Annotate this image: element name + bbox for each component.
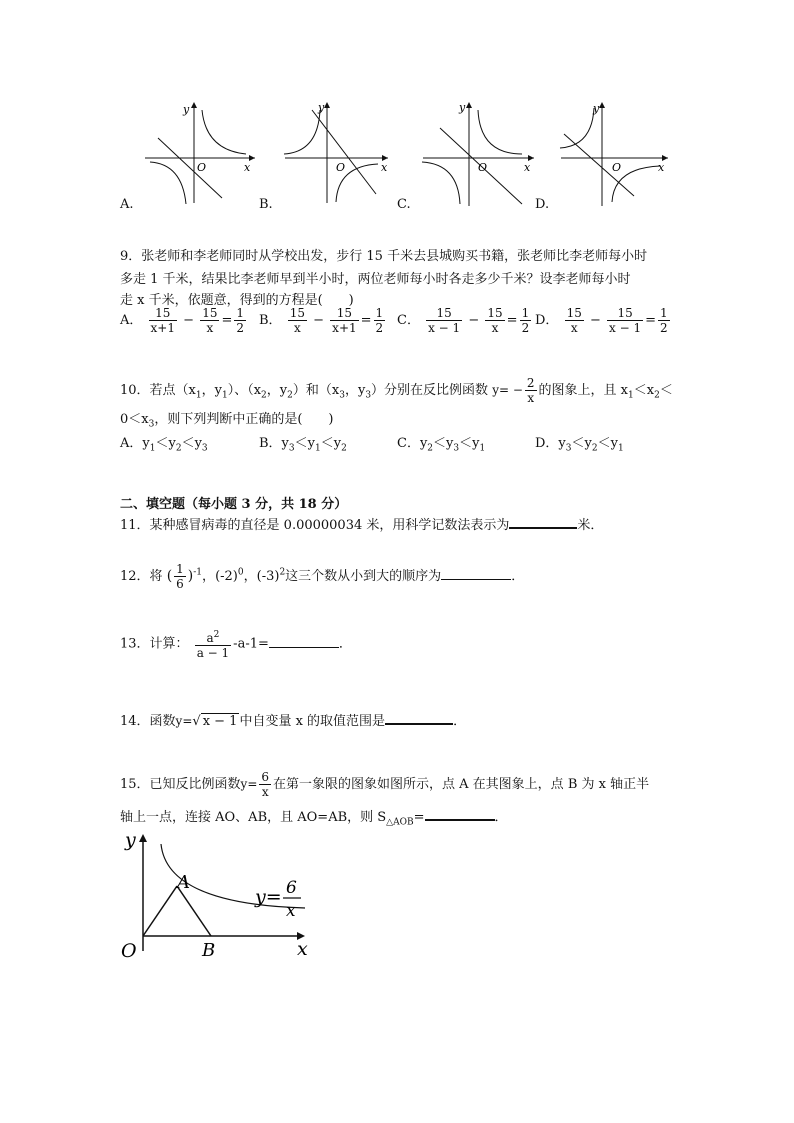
graph-b (280, 98, 400, 208)
q12-answer-blank[interactable] (441, 567, 511, 580)
question-14: 14．函数y=√ x − 1 中自变量 x 的取值范围是 ． (120, 710, 466, 729)
svg-text:O: O (478, 161, 488, 174)
q15-graph-x-label: x (297, 938, 308, 960)
q9-line1: 9．张老师和李老师同时从学校出发，步行 15 千米去县城购买书籍，张老师比李老师每小时 (120, 249, 648, 264)
svg-text:O: O (336, 161, 346, 174)
q9-option-a[interactable]: A． $\frac{15}{x+1}$ − $\frac{15}{x}$ = $\frac{1}{2}$ (120, 306, 245, 335)
q10-option-c[interactable]: C．$y_2<y_3<y_1$ (397, 436, 486, 454)
q13-answer-blank[interactable] (269, 635, 339, 648)
q10-line2: $0<x_3$，则下列判断中正确的是( ) (120, 412, 334, 430)
q10-option-d[interactable]: D．$y_3<y_2<y_1$ (535, 436, 624, 454)
graph-d (556, 98, 676, 208)
graph-c (418, 98, 538, 208)
q9-option-b[interactable]: B． $\frac{15}{x}$ − $\frac{15}{x+1}$ = $\frac{1}{2}$ (259, 306, 384, 335)
svg-text:x: x (244, 161, 251, 174)
q9-option-c[interactable]: C． $\frac{15}{x - 1}$ − $\frac{15}{x}$ = $\frac{1}{2}$ (397, 306, 530, 335)
q8-option-b[interactable]: B. (259, 197, 273, 212)
svg-text:y: y (318, 101, 325, 114)
q15-graph-a-label: A (177, 872, 190, 893)
q9-line3: 走 x 千米，依题意，得到的方程是( ) (120, 293, 354, 308)
q10-line1: 10．若点（$x_1$，$y_1$）、（$x_2$，$y_2$）和（$x_3$，$y_3$）分别在反比例函数 y= − $\frac{2}{x}$ 的图象上，且 $x_1<x_2<$ (120, 376, 673, 405)
q15-answer-blank[interactable] (425, 807, 495, 821)
q15-graph-b-label: B (202, 940, 216, 961)
question-13: 13．计算： $\frac{a^2}{a - 1}$ -a-1= ． (120, 630, 352, 660)
svg-text:O: O (197, 161, 207, 174)
q15-graph-y-label: y (125, 829, 136, 851)
q11-answer-blank[interactable] (509, 515, 577, 529)
q10-option-b[interactable]: B．$y_3<y_1<y_2$ (259, 436, 347, 454)
q15-graph-eq-den: x (286, 901, 296, 921)
section-2-title: 二、填空题（每小题 3 分，共 18 分） (120, 497, 348, 512)
q14-answer-blank[interactable] (385, 711, 453, 725)
q8-option-d[interactable]: D. (535, 197, 550, 212)
question-15-line2: 轴上一点，连接 AO、AB，且 AO=AB，则 $S_{\triangle AOB}=$ ． (120, 806, 508, 828)
q10-option-a[interactable]: A．$y_1<y_2<y_3$ (120, 436, 208, 454)
q15-graph-o-label: O (121, 940, 137, 962)
svg-text:y: y (459, 101, 466, 114)
q8-option-a[interactable]: A. (120, 197, 134, 212)
q8-option-c[interactable]: C. (397, 197, 411, 212)
q9-line2: 多走 1 千米，结果比李老师早到半小时，两位老师每小时各走多少千米？设李老师每小时 (120, 272, 631, 287)
graph-a (140, 98, 260, 208)
question-12: 12．将 ( $\frac{1}{6}$ )$^{-1}$，$(-2)^0$，$(-3)^2$这三个数从小到大的顺序为 ． (120, 562, 525, 591)
svg-text:x: x (524, 161, 531, 174)
q15-graph (115, 826, 325, 966)
q15-graph-eq-num: 6 (286, 878, 297, 898)
svg-text:O: O (612, 161, 622, 174)
q15-graph-eq-y: y= (255, 886, 282, 908)
svg-text:x: x (381, 161, 388, 174)
svg-text:y: y (593, 102, 600, 115)
svg-text:x: x (658, 161, 665, 174)
q9-option-d[interactable]: D． $\frac{15}{x}$ − $\frac{15}{x - 1}$ = $\frac{1}{2}$ (535, 306, 668, 335)
svg-text:y: y (183, 103, 190, 116)
question-11: 11．某种感冒病毒的直径是 0.00000034 米，用科学记数法表示为 米． (120, 514, 603, 533)
question-15-line1: 15．已知反比例函数y= $\frac{6}{x}$ 在第一象限的图象如图所示，点 A 在其图象上，点 B 为 x 轴正半 (120, 770, 650, 799)
